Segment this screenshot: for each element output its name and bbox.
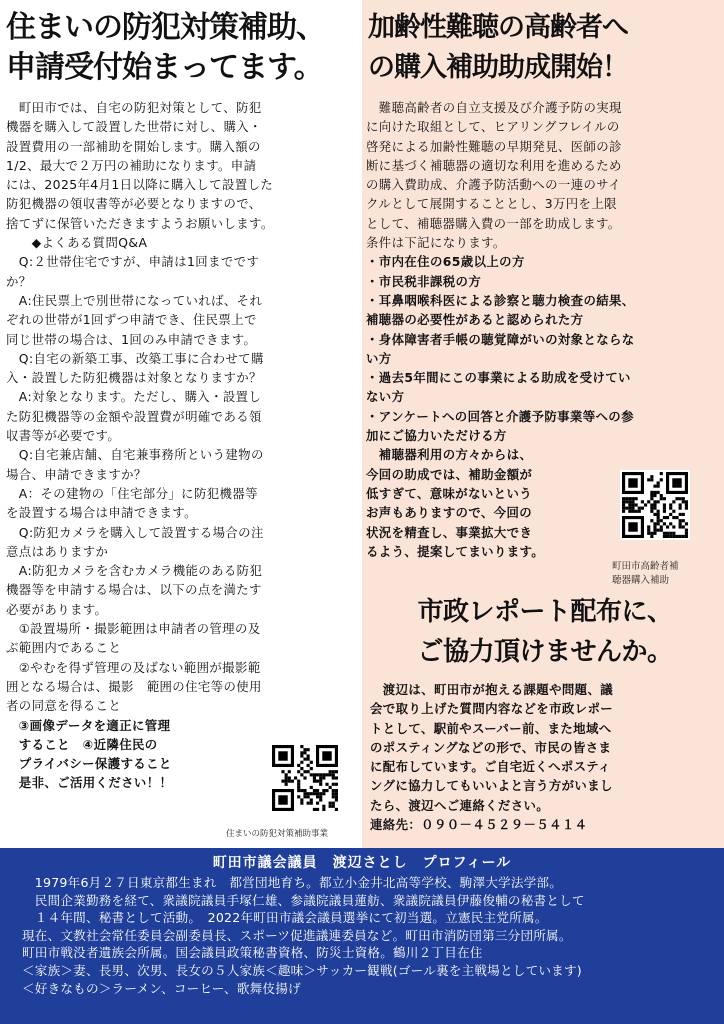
body-line: 啓発による加齢性難聴の早期発見、医師の診 [366, 138, 622, 154]
profile-details [22, 874, 722, 997]
body-line: 入・設置した防犯機器は対象となりますか？ [6, 370, 262, 386]
crime-prevention-qr-caption: 住まいの防犯対策補助事業 [226, 829, 329, 839]
profile-line: 1979年6月２７日東京都生まれ 都営団地育ち。都立小金井北高等学校、駒澤大学法学部。 [22, 875, 563, 890]
body-line: 町田市では、自宅の防犯対策として、防犯 [6, 100, 262, 115]
body-line: 囲となる場合は、撮影 範囲の住宅等の使用 [6, 678, 262, 694]
profile-line: ＜家族＞妻、長男、次男、長女の５人家族＜趣味＞サッカー観戦(ゴール裏を主戦場としています) [22, 962, 582, 978]
right-column [362, 0, 724, 848]
body-line: 会で取り上げた質問内容などを市政レポー [370, 701, 614, 717]
body-line: 必要があります。 [6, 601, 108, 617]
body-line: A:住民票上で別世帯になっていれば、それ [6, 292, 263, 308]
body-line: 捨てずに保管いただきますようお願いします。 [6, 215, 274, 231]
profile-section [0, 848, 724, 1024]
body-line: に向けた取組として、ヒアリングフレイルの [366, 119, 620, 135]
hearing-aid-qr-code[interactable] [620, 470, 690, 540]
body-line: ・過去5年間にこの事業による助成を受けてい [366, 370, 631, 386]
body-line: ・身体障害者手帳の聴覚障がいの対象とならな [366, 331, 635, 347]
body-line: 同じ世帯の場合は、1回のみ申請できます。 [6, 331, 257, 347]
body-line: すること ④近隣住民の [6, 736, 158, 752]
body-line: ①設置場所・撮影範囲は申請者の管理の及 [6, 621, 261, 637]
body-line: 難聴高齢者の自立支援及び介護予防の実現 [366, 100, 622, 115]
body-line: ・市内在住の65歳以上の方 [366, 254, 525, 270]
body-line: Q:自宅の新築工事、改築工事に合わせて購 [6, 350, 264, 366]
body-line: い方 [366, 350, 392, 366]
profile-line: １４年間、秘書として活動。 2022年町田市議会議員選挙にて初当選。立憲民主党所属。 [22, 910, 548, 926]
body-line: ぶ範囲内であること [6, 640, 122, 656]
body-line: たら、渡辺へご連絡ください。 [370, 797, 550, 813]
body-line: 低すぎて、意味がないという [366, 485, 533, 501]
body-line: 防犯機器の領収書等が必要となりますので、 [6, 196, 262, 212]
body-line: か？ [6, 273, 32, 289]
hearing-aid-headline: 加齢性難聴の高齢者へ の購入補助助成開始！ [368, 12, 628, 83]
body-line: 者の同意を得ること [6, 698, 122, 714]
body-line: ③画像データを適正に管理 [6, 717, 171, 733]
body-line: Q:防犯カメラを購入して設置する場合の注 [6, 524, 264, 540]
crime-prevention-qr-code[interactable] [270, 743, 340, 813]
body-line: の購入費助成、介護予防活動への一連のサイ [366, 177, 621, 193]
left-column [0, 0, 362, 848]
body-line: Q:自宅兼店舗、自宅兼事務所という建物の [6, 447, 264, 463]
report-distribution-body [370, 680, 720, 834]
profile-line: 町田市戦没者遺族会所属。国会議員政策秘書資格、防災士資格。鶴川２丁目在住 [22, 945, 483, 961]
body-line: 断に基づく補聴器の適切な利用を進めるため [366, 157, 622, 173]
body-line: 条件は下記になります。 [366, 235, 506, 251]
body-line: ングに協力してもいいよと言う方がいまし [370, 778, 613, 794]
body-line: には、2025年4月1日以降に購入して設置した [6, 177, 274, 193]
profile-line: 現在、文教社会常任委員会副委員長、スポーツ促進議連委員など。町田市消防団第三分団所属。 [22, 927, 572, 943]
body-line: 意点はありますか [6, 543, 109, 559]
body-line: 連絡先：０９０－４５２９－５４１４ [370, 817, 588, 833]
body-line: ぞれの世帯が1回ずつ申請でき、住民票上で [6, 312, 257, 328]
profile-title: 町田市議会議員 渡辺さとし プロフィール [212, 855, 512, 871]
body-line: ない方 [366, 389, 405, 405]
body-line: Q:２世帯住宅ですが、申請は1回までです [6, 254, 260, 270]
profile-line: ＜好きなもの＞ラーメン、コーヒー、歌舞伎揚げ [22, 980, 301, 996]
body-line: A:対象となります。ただし、購入・設置し [6, 389, 262, 405]
body-line: ②やむを得ず管理の及ばない範囲が撮影範 [6, 659, 261, 675]
body-line: 補聴器の必要性があると認められた方 [366, 312, 584, 328]
body-line: A：その建物の「住宅部分」に防犯機器等 [6, 485, 258, 501]
body-line: 加にご協力いただける方 [366, 428, 507, 444]
body-line: 設置費用の一部補助を開始します。購入額の [6, 138, 261, 154]
body-line: ・市民税非課税の方 [366, 273, 482, 289]
body-line: 今回の助成では、補助金額が [366, 466, 533, 482]
body-line: お声もありますので、今回の [366, 505, 533, 521]
body-line: た防犯機器等の金額や設置費が明確である領 [6, 408, 262, 424]
body-line: 場合、申請できますか？ [6, 466, 147, 482]
body-line: 収書等が必要です。 [6, 428, 121, 444]
body-line: に配布しています。ご自宅近くへポスティ [370, 759, 611, 775]
body-line: クルとして展開することとし、3万円を上限 [366, 196, 617, 212]
body-line: るよう、提案してまいります。 [366, 543, 545, 559]
body-line: 機器等を申請する場合は、以下の点を満たす [6, 582, 262, 598]
body-line: 是非、ご活用ください！！ [6, 775, 173, 791]
crime-prevention-headline: 住まいの防犯対策補助、 申請受付始まってます。 [6, 10, 325, 85]
hearing-aid-qr-caption: 町田市高齢者補 聴器購入補助 [612, 561, 679, 586]
body-line: プライバシー保護すること [6, 756, 172, 772]
body-line: ・アンケートへの回答と介護予防事業等への参 [366, 408, 634, 424]
report-distribution-headline: 市政レポート配布に、 ご協力頂けませんか。 [417, 597, 673, 667]
body-line: トとして、駅前やスーパー前、また地域へ [370, 720, 612, 736]
body-line: として、補聴器購入費の一部を助成します。 [366, 215, 621, 231]
body-line: のポスティングなどの形で、市民の皆さま [370, 739, 612, 755]
profile-line: 民間企業勤務を経て、衆議院議員手塚仁雄、参議院議員蓮舫、衆議院議員伊藤俊輔の秘書として [22, 892, 585, 908]
body-line: ◆よくある質問Q&A [6, 235, 148, 251]
body-line: 状況を精査し、事業拡大でき [366, 524, 533, 540]
body-line: 1/2、最大で２万円の補助になります。申請 [6, 157, 257, 173]
crime-prevention-body [6, 98, 358, 793]
body-line: A:防犯カメラを含むカメラ機能のある防犯 [6, 563, 263, 579]
body-line: を設置する場合は申請できます。 [6, 505, 197, 521]
body-line: 機器を購入して設置した世帯に対し、購入・ [6, 119, 262, 135]
body-line: ・耳鼻咽喉科医による診察と聴力検査の結果、 [366, 292, 635, 308]
body-line: 渡辺は、町田市が抱える課題や問題、議 [370, 682, 614, 697]
body-line: 補聴器利用の方々からは、 [366, 447, 533, 463]
